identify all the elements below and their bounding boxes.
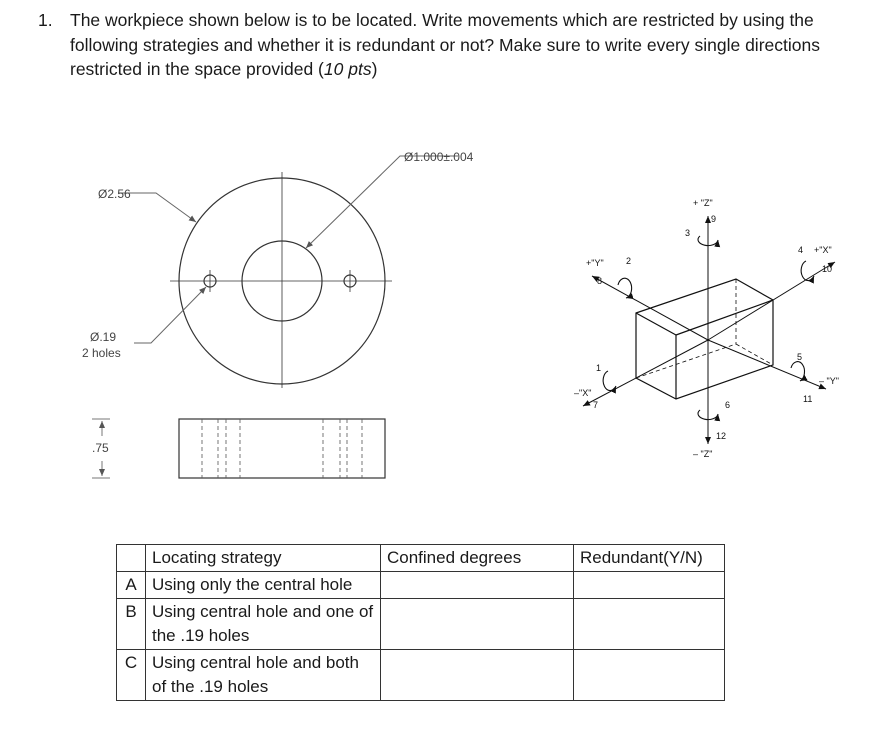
row-confined-cell[interactable]	[381, 599, 574, 650]
header-blank	[117, 545, 146, 572]
dof-number-3: 3	[685, 228, 691, 238]
dim-hole-label: Ø1.000±.004	[404, 150, 474, 164]
row-label: B	[117, 599, 146, 650]
row-strategy: Using central hole and both of the .19 holes	[146, 650, 381, 701]
table-header-row	[117, 545, 725, 572]
leader-hole	[306, 156, 458, 248]
row-redundant-cell[interactable]	[574, 599, 725, 650]
leader-small	[134, 287, 206, 343]
side-view	[179, 419, 385, 478]
row-confined-cell[interactable]	[381, 650, 574, 701]
dof-number-10: 10	[822, 264, 833, 274]
top-view	[170, 172, 392, 388]
side-view-outline	[179, 419, 385, 478]
rotation-x-pos	[801, 261, 814, 281]
rotation-y-neg	[791, 362, 805, 381]
table-row	[117, 599, 725, 650]
dof-number-9: 9	[711, 214, 717, 224]
dof-number-4: 4	[798, 245, 804, 255]
dof-number-2: 2	[626, 256, 632, 266]
row-confined-cell[interactable]	[381, 572, 574, 599]
dof-number-1: 1	[596, 363, 602, 373]
label-plus-z: + "Z"	[693, 198, 713, 208]
x-axis-pos	[708, 262, 835, 340]
dof-number-12: 12	[716, 431, 727, 441]
table-row	[117, 650, 725, 701]
row-label: C	[117, 650, 146, 701]
dim-outer-label: Ø2.56	[98, 187, 131, 201]
header-confined: Confined degrees	[381, 545, 574, 572]
row-strategy: Using only the central hole	[146, 572, 381, 599]
label-minus-y: – "Y"	[819, 376, 839, 386]
dim-small-count: 2 holes	[82, 346, 121, 360]
x-axis-neg	[583, 340, 708, 406]
question-close: )	[371, 59, 378, 79]
dim-small-label: Ø.19	[90, 330, 117, 344]
strategy-table	[116, 544, 725, 701]
question-number: 1.	[38, 10, 53, 30]
dim-thickness-label: .75	[92, 441, 109, 455]
question-statement: The workpiece shown below is to be located. Write movements which are restricted by using the following strategies and whether it is redundant or not? Make sure to write every single directions restricted in the space provided (	[70, 10, 820, 79]
dof-number-7: 7	[593, 400, 599, 410]
label-plus-x: +"X"	[814, 245, 832, 255]
dof-diagram	[574, 198, 839, 459]
label-minus-x: –"X"	[574, 388, 592, 398]
header-redundant: Redundant(Y/N)	[574, 545, 725, 572]
question-points: 10 pts	[323, 59, 372, 79]
dof-block	[636, 279, 773, 399]
label-plus-y: +"Y"	[586, 258, 604, 268]
row-redundant-cell[interactable]	[574, 572, 725, 599]
dof-number-8: 8	[597, 276, 603, 286]
row-label: A	[117, 572, 146, 599]
dof-number-5: 5	[797, 352, 803, 362]
y-axis-pos	[592, 276, 708, 340]
row-strategy: Using central hole and one of the .19 holes	[146, 599, 381, 650]
table-row	[117, 572, 725, 599]
label-minus-z: – "Z"	[693, 449, 713, 459]
dof-number-6: 6	[725, 400, 731, 410]
rotation-y-pos	[618, 278, 632, 298]
dof-number-11: 11	[803, 394, 813, 404]
row-redundant-cell[interactable]	[574, 650, 725, 701]
rotation-x-neg	[603, 371, 616, 391]
header-strategy: Locating strategy	[146, 545, 381, 572]
